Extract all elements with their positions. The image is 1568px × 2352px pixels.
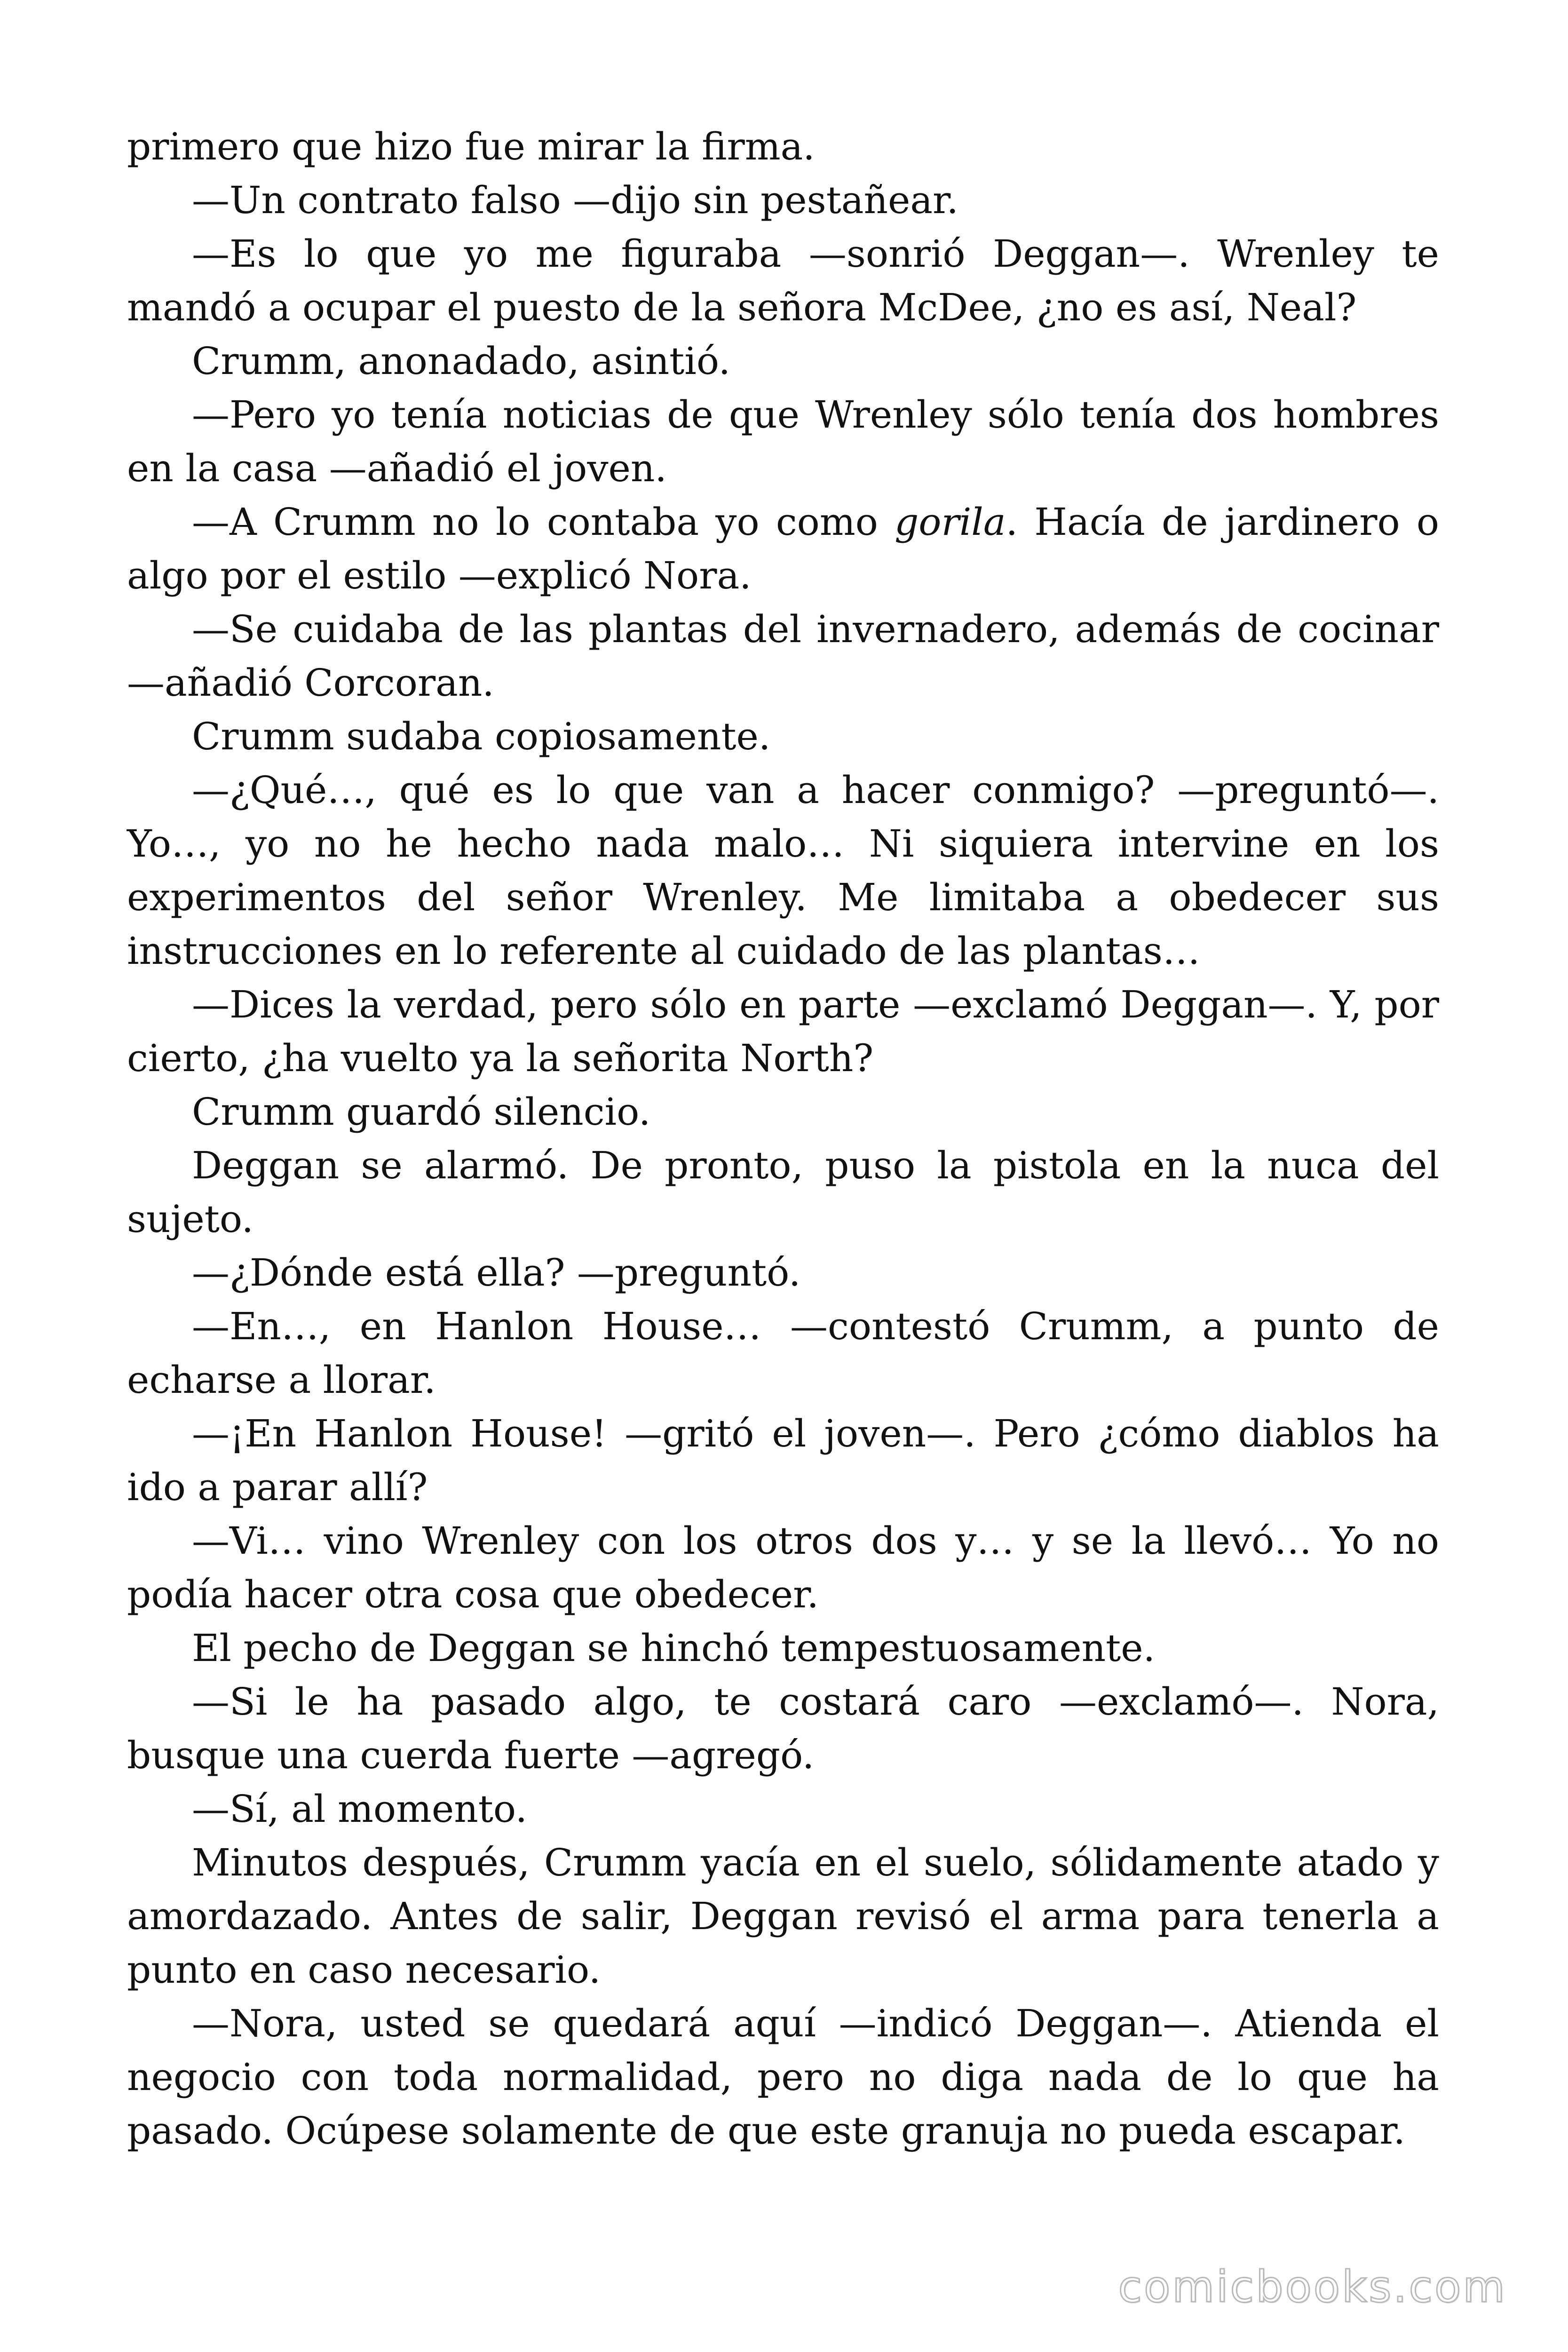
- paragraph-6-after: . Hacía de jardinero o algo por el estilo —explicó Nora.: [127, 500, 1439, 597]
- paragraph-18: —Si le ha pasado algo, te costará caro —exclamó—. Nora, busque una cuerda fuerte —agregó.: [127, 1680, 1439, 1777]
- paragraph-6-italic: gorila: [895, 500, 1006, 544]
- paragraph-6: [127, 495, 1439, 603]
- paragraph-3: —Es lo que yo me figuraba —sonrió Deggan—. Wrenley te mandó a ocupar el puesto de la señora McDee, ¿no es así, Neal?: [127, 232, 1439, 329]
- paragraph-17: El pecho de Deggan se hinchó tempestuosamente.: [192, 1626, 1156, 1670]
- paragraph-7: —Se cuidaba de las plantas del invernadero, además de cocinar —añadió Corcoran.: [127, 607, 1439, 705]
- paragraph-2: —Un contrato falso —dijo sin pestañear.: [192, 178, 958, 222]
- paragraph-11: Crumm guardó silencio.: [192, 1090, 651, 1134]
- paragraph-20: Minutos después, Crumm yacía en el suelo, sólidamente atado y amordazado. Antes de salir, Deggan revisó el arma para tenerla a punto en caso necesario.: [127, 1841, 1439, 1992]
- paragraph-19: —Sí, al momento.: [192, 1787, 528, 1831]
- paragraph-12: Deggan se alarmó. De pronto, puso la pistola en la nuca del sujeto.: [127, 1144, 1439, 1241]
- paragraph-6-before: —A Crumm no lo contaba yo como: [192, 500, 895, 544]
- paragraph-15: —¡En Hanlon House! —gritó el joven—. Pero ¿cómo diablos ha ido a parar allí?: [127, 1412, 1439, 1509]
- paragraph-9: —¿Qué…, qué es lo que van a hacer conmigo? —preguntó—. Yo…, yo no he hecho nada malo… Ni siquiera intervine en los experimentos del señor Wrenley. Me limitaba a obedecer sus instrucciones en lo referente al cuidado de las plantas…: [127, 768, 1439, 973]
- paragraph-8: Crumm sudaba copiosamente.: [192, 715, 771, 758]
- paragraph-16: —Vi… vino Wrenley con los otros dos y… y se la llevó… Yo no podía hacer otra cosa que obedecer.: [127, 1519, 1439, 1616]
- watermark-logo: comicbooks.com: [1118, 2262, 1507, 2312]
- paragraph-4: Crumm, anonadado, asintió.: [192, 339, 731, 383]
- paragraph-21: —Nora, usted se quedará aquí —indicó Deggan—. Atienda el negocio con toda normalidad, pero no diga nada de lo que ha pasado. Ocúpese solamente de que este granuja no pueda escapar.: [127, 2002, 1439, 2153]
- paragraph-13: —¿Dónde está ella? —preguntó.: [192, 1251, 801, 1295]
- paragraph-1: primero que hizo fue mirar la firma.: [127, 125, 815, 168]
- page-body: [127, 120, 1439, 2158]
- paragraph-10: —Dices la verdad, pero sólo en parte —exclamó Deggan—. Y, por cierto, ¿ha vuelto ya la señorita North?: [127, 983, 1439, 1080]
- paragraph-14: —En…, en Hanlon House… —contestó Crumm, a punto de echarse a llorar.: [127, 1304, 1439, 1402]
- paragraph-5: —Pero yo tenía noticias de que Wrenley sólo tenía dos hombres en la casa —añadió el joven.: [127, 393, 1439, 490]
